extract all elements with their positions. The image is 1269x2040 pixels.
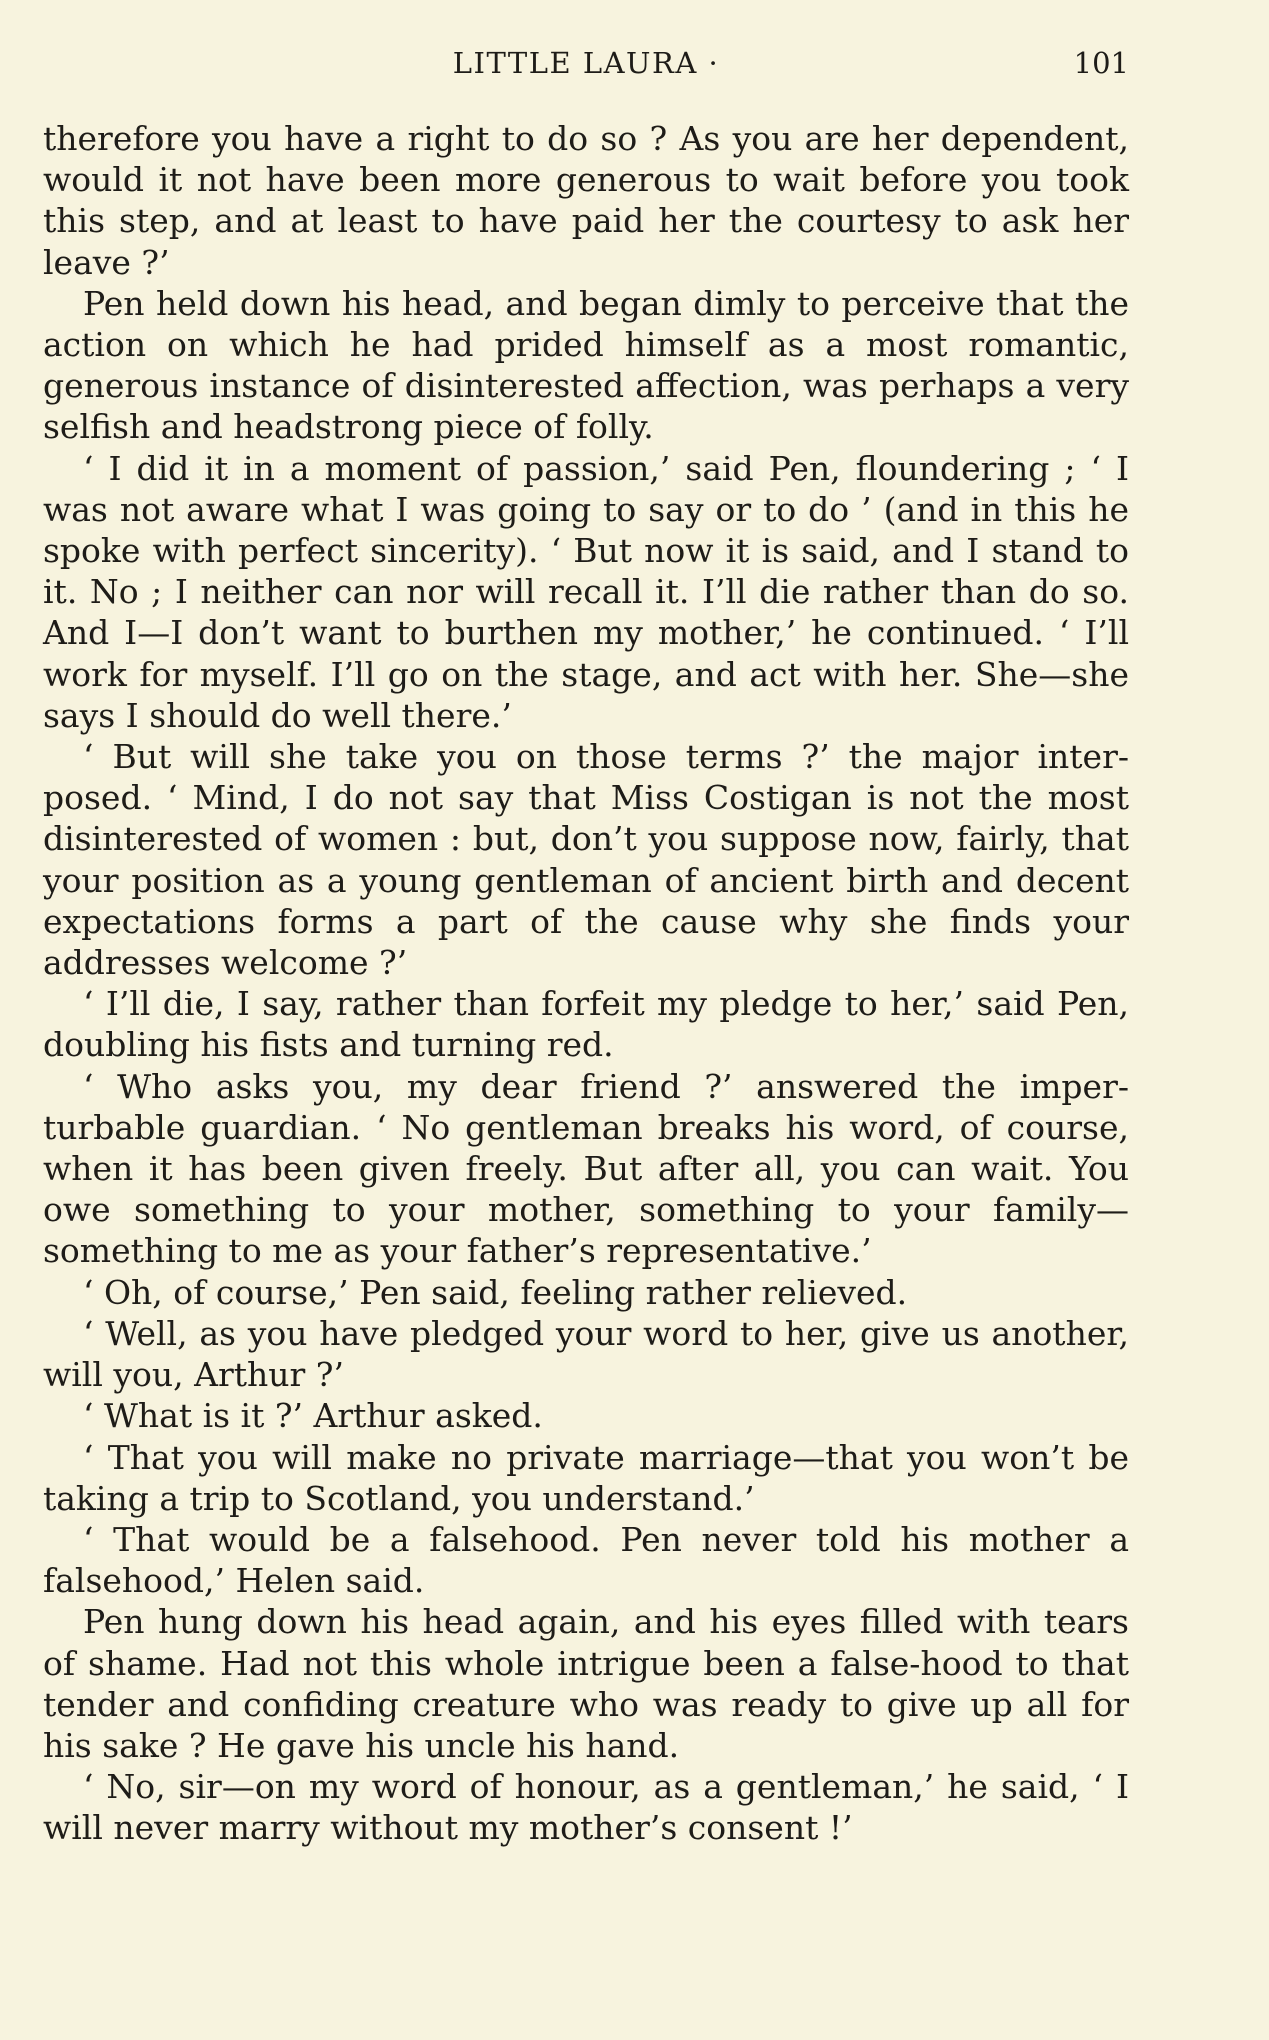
paragraph: ‘ I’ll die, I say, rather than forfeit my pledge to her,’ said Pen, doubling his fists and turning red.	[43, 984, 1129, 1065]
paragraph: ‘ No, sir—on my word of honour, as a gentleman,’ he said, ‘ I will never marry without my mother’s consent !’	[43, 1767, 1129, 1848]
paragraph: therefore you have a right to do so ? As you are her dependent, would it not have been more generous to wait before you took this step, and at least to have paid her the courtesy to ask her leave ?’	[43, 119, 1129, 282]
paragraph: ‘ Well, as you have pledged your word to her, give us another, will you, Arthur ?’	[43, 1313, 1129, 1395]
page-number: 101	[1073, 46, 1129, 80]
paragraph: ‘ But will she take you on those terms ?’ the major inter-posed. ‘ Mind, I do not say that Miss Costigan is not the most disinterested of women : but, don’t you suppose now, fairly, that your position as a young gentleman of ancient birth and decent expectations forms a part of the cause why she finds your addresses welcome ?’	[43, 737, 1129, 983]
paragraph: Pen hung down his head again, and his eyes filled with tears of shame. Had not this whole intrigue been a false-hood to that tender and confiding creature who was ready to give up all for his sake ? He gave his uncle his hand.	[43, 1602, 1129, 1765]
running-title: LITTLE LAURA ·	[452, 46, 720, 80]
paragraph: ‘ Oh, of course,’ Pen said, feeling rather relieved.	[83, 1272, 908, 1312]
paragraph: ‘ I did it in a moment of passion,’ said Pen, floundering ; ‘ I was not aware what I was going to say or to do ’ (and in this he spoke with perfect sincerity). ‘ But now it is said, and I stand to it. No ; I neither can nor will recall it. I’ll die rather than do so. And I—I don’t want to burthen my mother,’ he continued. ‘ I’ll work for myself. I’ll go on the stage, and act with her. She—she says I should do well there.’	[43, 448, 1129, 735]
paragraph: ‘ Who asks you, my dear friend ?’ answered the imper-turbable guardian. ‘ No gentleman breaks his word, of course, when it has been given freely. But after all, you can wait. You owe something to your mother, something to your family—something to me as your father’s representative.’	[43, 1066, 1129, 1271]
running-head	[43, 40, 1129, 88]
body-text	[43, 118, 1129, 1849]
paragraph: ‘ That you will make no private marriage—that you won’t be taking a trip to Scotland, you understand.’	[43, 1437, 1129, 1518]
paragraph: ‘ What is it ?’ Arthur asked.	[83, 1396, 543, 1436]
paragraph: ‘ That would be a falsehood. Pen never told his mother a falsehood,’ Helen said.	[43, 1519, 1129, 1601]
paragraph: Pen held down his head, and began dimly to perceive that the action on which he had prided himself as a most romantic, generous instance of disinterested affection, was perhaps a very selfish and headstrong piece of folly.	[43, 283, 1129, 447]
